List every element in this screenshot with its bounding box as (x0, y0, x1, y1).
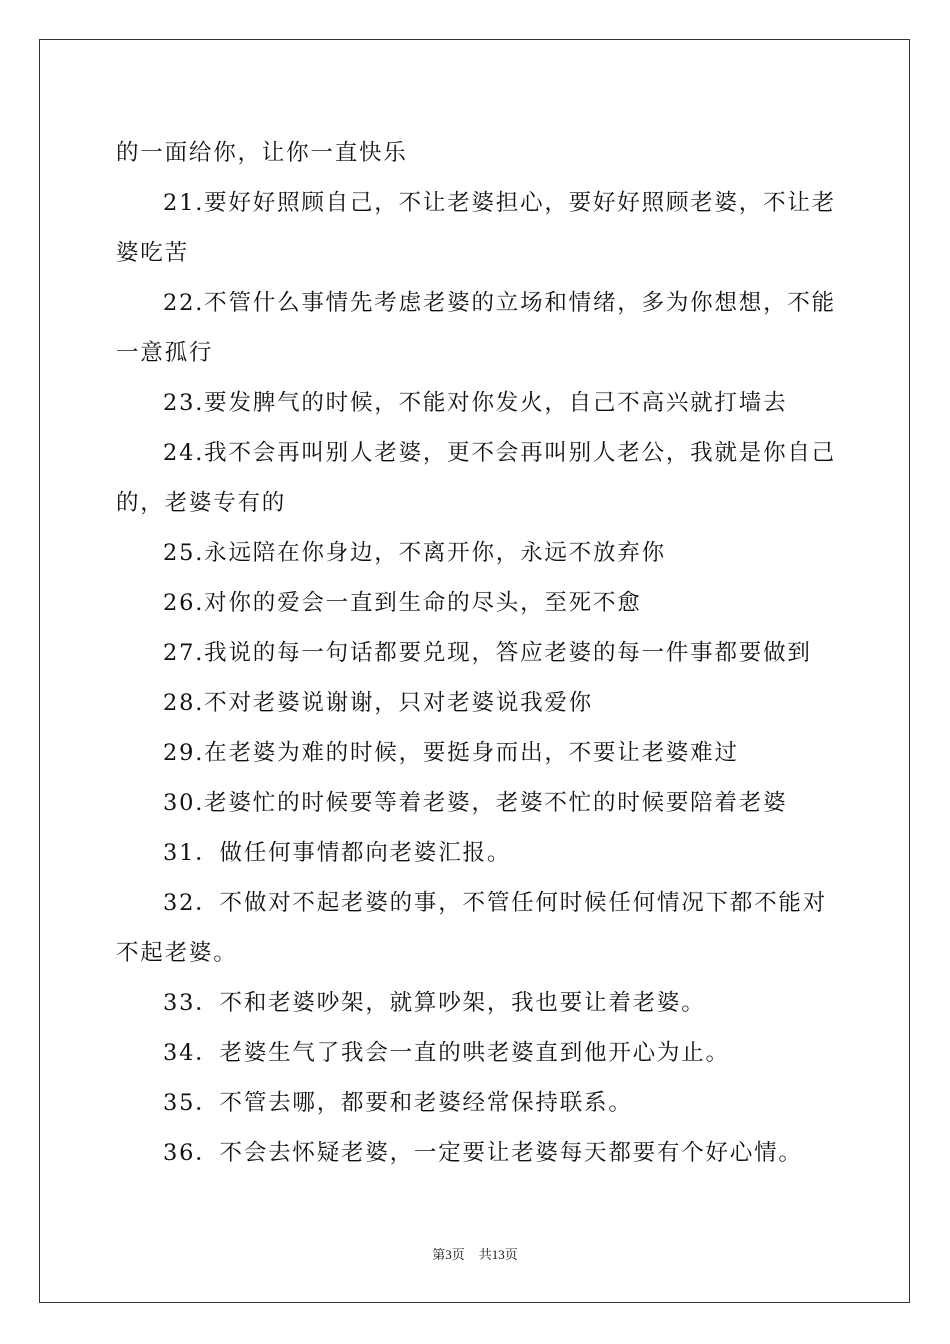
paragraph: 26.对你的爱会一直到生命的尽头，至死不愈 (163, 590, 642, 616)
page-number: 第3页 (432, 1247, 465, 1262)
page-total: 共13页 (478, 1247, 518, 1262)
paragraph: 34．老婆生气了我会一直的哄老婆直到他开心为止。 (163, 1040, 730, 1066)
paragraph: 35．不管去哪，都要和老婆经常保持联系。 (163, 1090, 633, 1116)
paragraph: 30.老婆忙的时候要等着老婆，老婆不忙的时候要陪着老婆 (163, 790, 788, 816)
paragraph: 24.我不会再叫别人老婆，更不会再叫别人老公，我就是你自己的，老婆专有的 (116, 440, 836, 516)
paragraph: 的一面给你，让你一直快乐 (116, 140, 408, 166)
paragraph: 23.要发脾气的时候，不能对你发火，自己不高兴就打墙去 (163, 390, 788, 416)
paragraph: 28.不对老婆说谢谢，只对老婆说我爱你 (163, 690, 593, 716)
paragraph: 33．不和老婆吵架，就算吵架，我也要让着老婆。 (163, 990, 706, 1016)
paragraph: 25.永远陪在你身边，不离开你，永远不放弃你 (163, 540, 666, 566)
paragraph: 36．不会去怀疑老婆，一定要让老婆每天都要有个好心情。 (163, 1140, 803, 1166)
paragraph: 22.不管什么事情先考虑老婆的立场和情绪，多为你想想，不能一意孤行 (116, 290, 836, 366)
page-footer (0, 1245, 950, 1265)
paragraph: 29.在老婆为难的时候，要挺身而出，不要让老婆难过 (163, 740, 739, 766)
paragraph: 27.我说的每一句话都要兑现，答应老婆的每一件事都要做到 (163, 640, 812, 666)
paragraph: 31．做任何事情都向老婆汇报。 (163, 840, 512, 866)
paragraph: 21.要好好照顾自己，不让老婆担心，要好好照顾老婆，不让老婆吃苦 (116, 190, 836, 266)
document-body (116, 128, 838, 1178)
paragraph: 32．不做对不起老婆的事，不管任何时候任何情况下都不能对不起老婆。 (116, 890, 828, 966)
